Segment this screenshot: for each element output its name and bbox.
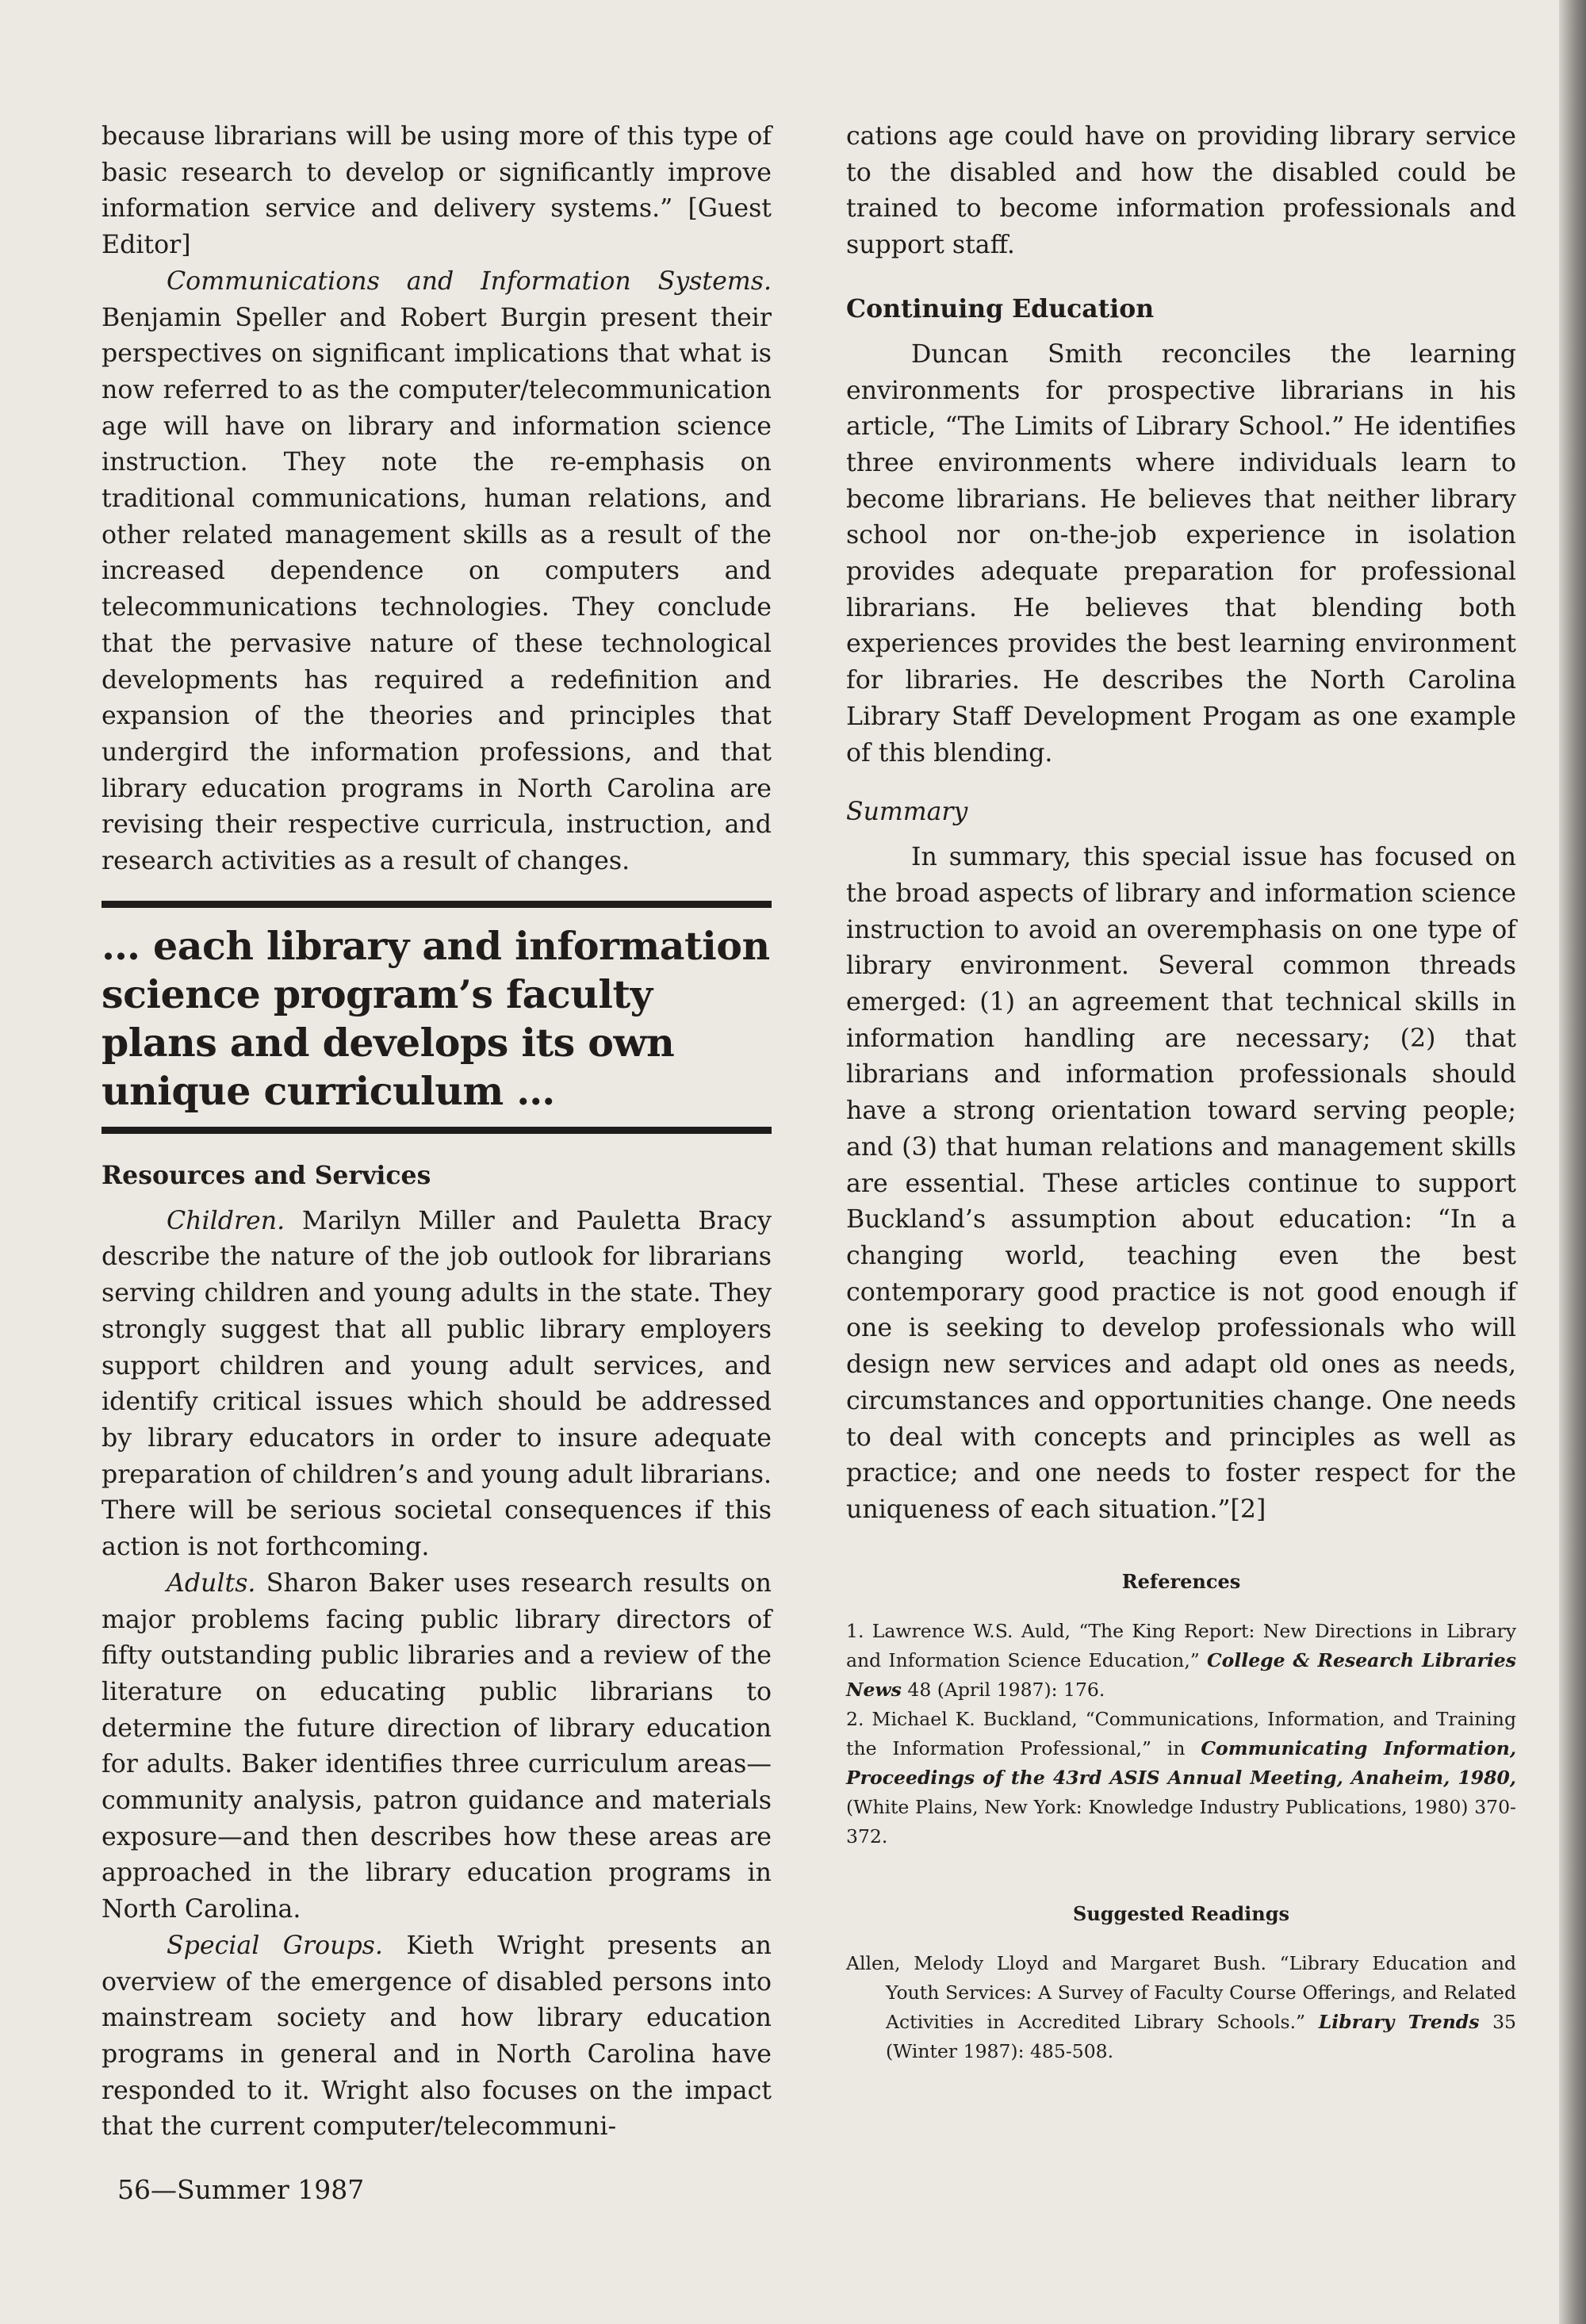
paragraph-children	[102, 1204, 772, 1566]
communications-label: Communications and Information Systems.	[167, 266, 772, 296]
paragraph-special-groups	[102, 1928, 772, 2146]
summary-heading: Summary	[846, 798, 968, 827]
paragraph-continuing-education: Duncan Smith reconciles the learning environments for prospective librarians in his article, “The Limits of Library School.” He identifies three environments where individuals learn to become librarians. He believes that neither library school nor on-the-job experience in isolation provides adequate preparation for professional librarians. He believes that blending both experiences provides the best learning environment for libraries. He describes the North Carolina Library Staff Development Progam as one example of this blending.	[846, 339, 1516, 768]
right-column	[846, 119, 1516, 2066]
pullquote	[102, 901, 772, 1134]
paragraph-adults	[102, 1566, 772, 1928]
paragraph-continuation: because librarians will be using more of this type of basic research to develop or significantly improve information service and delivery systems.” [Guest Editor]	[102, 122, 772, 260]
children-label: Children.	[167, 1206, 285, 1235]
reference-2: 2. Michael K. Buckland, “Communications, Information, and Training the Information Professional,” in Communicating Information, Proceedings of the 43rd ASIS Annual Meeting, Anaheim, 1980, (White Plains, New York: Knowledge Industry Publications, 1980) 370-372.	[846, 1707, 1516, 1847]
page-footer: 56—Summer 1987	[117, 2174, 365, 2205]
pullquote-text: … each library and information science program’s faculty plans and develops its own unique curriculum …	[102, 922, 770, 1114]
page-edge-shadow	[1559, 0, 1586, 2324]
adults-text: Sharon Baker uses research results on major problems facing public library directors of fifty outstanding public libraries and a review of the literature on educating public librarians to determine the future direction of library education for adults. Baker identifies three curriculum areas—community analysis, patron guidance and materials exposure—and then describes how these areas are approached in the library education programs in North Carolina.	[102, 1568, 772, 1924]
adults-label: Adults.	[167, 1568, 256, 1598]
special-groups-label: Special Groups.	[167, 1931, 383, 1960]
continuing-education-heading: Continuing Education	[846, 293, 1155, 324]
left-column	[102, 119, 772, 2146]
paragraph-summary: In summary, this special issue has focused on the broad aspects of library and information science instruction to avoid an overemphasis on one type of library environment. Several common threads emerged: (1) an agreement that technical skills in information handling are necessary; (2) that librarians and information professionals should have a strong orientation toward serving people; and (3) that human relations and management skills are essential. These articles continue to support Buckland’s assumption about education: “In a changing world, teaching even the best contemporary good practice is not good enough if one is seeking to develop professionals who will design new services and adapt old ones as needs, circumstances and opportunities change. One needs to deal with concepts and principles as well as practice; and one needs to foster respect for the uniqueness of each situation.”[2]	[846, 843, 1516, 1524]
reference-1: 1. Lawrence W.S. Auld, “The King Report: New Directions in Library and Information Science Education,” College & Research Libraries News 48 (April 1987): 176.	[846, 1619, 1516, 1701]
communications-text: Benjamin Speller and Robert Burgin present their perspectives on significant implications that what is now referred to as the computer/telecommunication age will have on library and information science instruction. They note the re-emphasis on traditional communications, human relations, and other related management skills as a result of the increased dependence on computers and telecommunications technologies. They conclude that the pervasive nature of these technological developments has required a redefinition and expansion of the theories and principles that undergird the information professions, and that library education programs in North Carolina are revising their respective curricula, instruction, and research activities as a result of changes.	[102, 303, 772, 876]
resources-heading: Resources and Services	[102, 1160, 431, 1190]
suggested-readings-heading: Suggested Readings	[1072, 1901, 1290, 1925]
paragraph-continuation-right: cations age could have on providing library service to the disabled and how the disabled could be trained to become information professionals and support staff.	[846, 122, 1516, 260]
children-text: Marilyn Miller and Pauletta Bracy describe the nature of the job outlook for librarians serving children and young adults in the state. They strongly suggest that all public library employers support children and young adult services, and identify critical issues which should be addressed by library educators in order to insure adequate preparation of children’s and young adult librarians. There will be serious societal consequences if this action is not forthcoming.	[102, 1206, 772, 1562]
special-groups-text: Kieth Wright presents an overview of the emergence of disabled persons into mainstream society and how library education programs in general and in North Carolina have responded to it. Wright also focuses on the impact that the current computer/telecommuni-	[102, 1931, 772, 2142]
paragraph-communications	[102, 264, 772, 880]
references-heading: References	[1121, 1569, 1241, 1593]
suggested-reading-1: Allen, Melody Lloyd and Margaret Bush. “Library Education and Youth Services: A Survey of Faculty Course Offerings, and Related Activities in Accredited Library Schools.” Library Trends 35 (Winter 1987): 485-508.	[846, 1951, 1516, 2062]
